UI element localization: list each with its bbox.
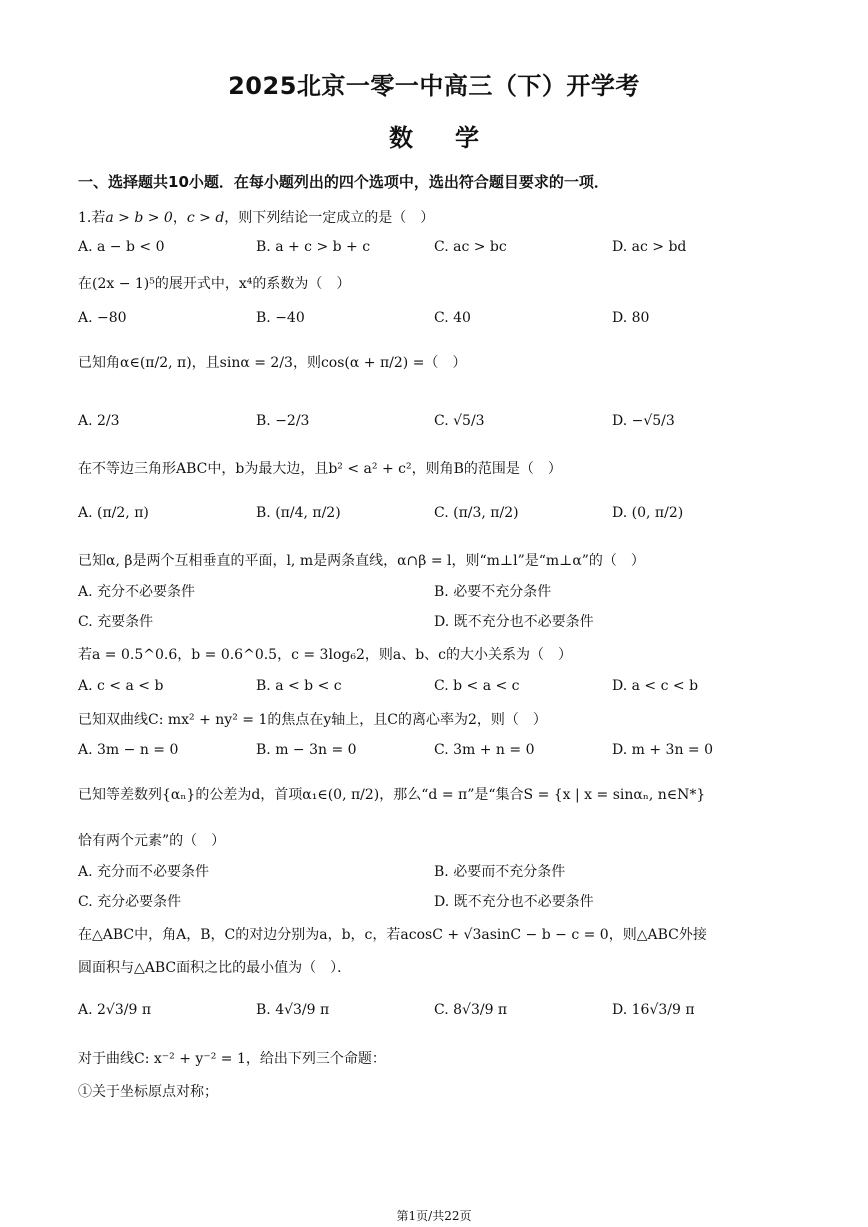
option-b: B. −2/3: [256, 413, 310, 429]
question-10-item-1: ①关于坐标原点对称；: [78, 1084, 218, 1100]
question-3-stem: 已知角α∈(π/2, π)，且sinα = 2/3，则cos(α + π/2) =（ ）: [78, 355, 467, 371]
option-c: C. 充分必要条件: [78, 894, 182, 910]
option-d: D. 16√3/9 π: [612, 1002, 695, 1018]
option-d: D. a < c < b: [612, 678, 699, 694]
question-6-options: [78, 678, 798, 708]
option-d: D. 既不充分也不必要条件: [434, 614, 594, 630]
option-a: A. (π/2, π): [78, 505, 149, 521]
question-4-options: [78, 505, 798, 535]
option-a: A. 充分不必要条件: [78, 584, 196, 600]
option-d: D. −√5/3: [612, 413, 675, 429]
option-a: A. 3m − n = 0: [78, 742, 179, 758]
option-c: C. 充要条件: [78, 614, 154, 630]
option-a: A. 2√3/9 π: [78, 1002, 152, 1018]
option-a: A. 2/3: [78, 413, 120, 429]
option-b: B. m − 3n = 0: [256, 742, 357, 758]
option-c: C. ac > bc: [434, 239, 507, 255]
option-d: D. m + 3n = 0: [612, 742, 713, 758]
question-3-options: [78, 413, 798, 443]
question-8-options-row2: [78, 891, 798, 921]
section-heading: 一、选择题共10小题．在每小题列出的四个选项中，选出符合题目要求的一项．: [78, 173, 609, 191]
option-a: A. c < a < b: [78, 678, 164, 694]
option-b: B. −40: [256, 310, 305, 326]
option-b: B. 必要不充分条件: [434, 584, 552, 600]
question-7-options: [78, 742, 798, 772]
option-d: D. 既不充分也不必要条件: [434, 894, 594, 910]
question-9-stem: 在△ABC中，角A，B，C的对边分别为a，b，c，若acosC + √3asinC − b − c = 0，则△ABC外接: [78, 927, 707, 943]
option-a: A. 充分而不必要条件: [78, 864, 210, 880]
question-1-options: [78, 239, 798, 269]
option-c: C. 40: [434, 310, 471, 326]
question-2-options: [78, 310, 798, 340]
question-6-stem: 若a = 0.5^0.6，b = 0.6^0.5，c = 3log₆2，则a、b、c的大小关系为（ ）: [78, 647, 573, 663]
option-c: C. b < a < c: [434, 678, 520, 694]
option-d: D. (0, π/2): [612, 505, 684, 521]
option-c: C. 8√3/9 π: [434, 1002, 508, 1018]
question-8-stem: 已知等差数列{αₙ}的公差为d，首项α₁∈(0, π/2)，那么“d = π”是“集合S = {x | x = sinαₙ, n∈N*}: [78, 787, 706, 803]
question-5-stem: 已知α, β是两个互相垂直的平面，l, m是两条直线，α∩β = l，则“m⊥l”是“m⊥α”的（ ）: [78, 553, 645, 569]
option-a: A. −80: [78, 310, 127, 326]
option-c: C. √5/3: [434, 413, 485, 429]
question-1-stem: 1.若a > b > 0，c > d，则下列结论一定成立的是（ ）: [78, 210, 435, 226]
option-d: D. ac > bd: [612, 239, 687, 255]
exam-title: 2025北京一零一中高三（下）开学考: [228, 72, 640, 100]
option-b: B. 必要而不充分条件: [434, 864, 566, 880]
option-a: A. a − b < 0: [78, 239, 165, 255]
option-c: C. (π/3, π/2): [434, 505, 519, 521]
question-5-options-row2: [78, 611, 798, 641]
option-b: B. a < b < c: [256, 678, 342, 694]
question-5-options-row1: [78, 581, 798, 611]
question-7-stem: 已知双曲线C: mx² + ny² = 1的焦点在y轴上，且C的离心率为2，则（ ）: [78, 712, 547, 728]
option-c: C. 3m + n = 0: [434, 742, 535, 758]
question-4-stem: 在不等边三角形ABC中，b为最大边，且b² < a² + c²，则角B的范围是（ ）: [78, 461, 562, 477]
question-8-options-row1: [78, 861, 798, 891]
subject-title: 数学: [389, 124, 521, 152]
option-b: B. a + c > b + c: [256, 239, 371, 255]
question-9-options: [78, 1002, 798, 1032]
option-b: B. 4√3/9 π: [256, 1002, 330, 1018]
option-d: D. 80: [612, 310, 650, 326]
page-footer: 第1页/共22页: [396, 1209, 472, 1223]
question-9-stem-cont: 圆面积与△ABC面积之比的最小值为（ ）．: [78, 960, 352, 976]
question-2-stem: 在(2x − 1)⁵的展开式中，x⁴的系数为（ ）: [78, 276, 351, 292]
question-10-stem: 对于曲线C: x⁻² + y⁻² = 1，给出下列三个命题：: [78, 1051, 386, 1067]
option-b: B. (π/4, π/2): [256, 505, 341, 521]
question-8-stem-cont: 恰有两个元素”的（ ）: [78, 833, 226, 849]
